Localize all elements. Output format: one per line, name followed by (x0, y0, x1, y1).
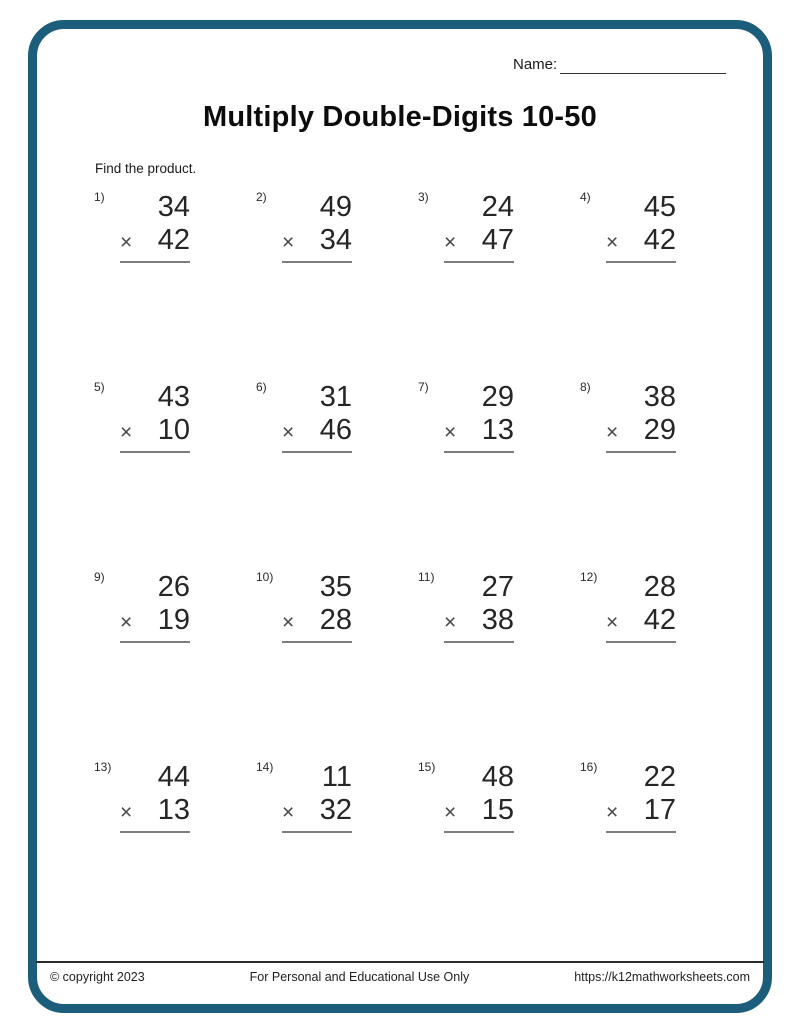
multiplication-sign: × (606, 611, 619, 635)
answer-line[interactable] (606, 641, 676, 643)
bottom-operand-row (120, 415, 190, 445)
footer-usage: For Personal and Educational Use Only (249, 970, 470, 984)
answer-line[interactable] (444, 451, 514, 453)
problem-work (120, 192, 190, 263)
problem-work (120, 762, 190, 833)
multiplication-sign: × (606, 231, 619, 255)
problem-number: 10) (256, 570, 274, 584)
top-operand: 48 (481, 761, 514, 793)
multiplication-sign: × (444, 421, 457, 445)
problem-number: 13) (94, 760, 112, 774)
answer-line[interactable] (120, 831, 190, 833)
problem-cell-2 (256, 190, 352, 272)
answer-line[interactable] (444, 641, 514, 643)
problem-work (606, 572, 676, 643)
problem-work (120, 382, 190, 453)
problem-work (282, 762, 352, 833)
bottom-operand-row (444, 605, 514, 635)
multiplication-sign: × (606, 801, 619, 825)
problem-number: 5) (94, 380, 105, 394)
top-operand: 35 (319, 571, 352, 603)
bottom-operand: 13 (157, 794, 190, 827)
problem-number: 2) (256, 190, 267, 204)
problem-work (606, 192, 676, 263)
problem-number: 11) (418, 570, 435, 584)
problem-number: 9) (94, 570, 105, 584)
multiplication-sign: × (606, 421, 619, 445)
multiplication-sign: × (444, 801, 457, 825)
bottom-operand-row (120, 795, 190, 825)
problem-work (282, 192, 352, 263)
multiplication-sign: × (444, 231, 457, 255)
top-operand: 27 (481, 571, 514, 603)
problem-cell-5 (94, 380, 190, 462)
name-label: Name: (513, 56, 558, 73)
bottom-operand-row (606, 605, 676, 635)
problem-number: 8) (580, 380, 591, 394)
problem-number: 16) (580, 760, 598, 774)
bottom-operand-row (444, 415, 514, 445)
bottom-operand-row (282, 795, 352, 825)
multiplication-sign: × (282, 801, 295, 825)
problem-work (444, 762, 514, 833)
problem-number: 7) (418, 380, 429, 394)
bottom-operand-row (606, 225, 676, 255)
problem-cell-6 (256, 380, 352, 462)
problem-work (120, 572, 190, 643)
footer (36, 970, 764, 984)
bottom-operand: 28 (319, 604, 352, 637)
bottom-operand-row (120, 605, 190, 635)
answer-line[interactable] (120, 641, 190, 643)
bottom-operand-row (606, 415, 676, 445)
problem-work (606, 382, 676, 453)
top-operand: 49 (319, 191, 352, 223)
multiplication-sign: × (120, 801, 133, 825)
problem-number: 6) (256, 380, 267, 394)
answer-line[interactable] (444, 261, 514, 263)
multiplication-sign: × (120, 611, 133, 635)
problem-work (606, 762, 676, 833)
name-blank-line[interactable] (560, 56, 726, 74)
answer-line[interactable] (282, 451, 352, 453)
page-title: Multiply Double-Digits 10-50 (203, 101, 597, 133)
problem-number: 14) (256, 760, 274, 774)
bottom-operand-row (282, 225, 352, 255)
problem-work (444, 572, 514, 643)
problem-cell-3 (418, 190, 514, 272)
answer-line[interactable] (282, 641, 352, 643)
bottom-operand-row (120, 225, 190, 255)
multiplication-sign: × (282, 611, 295, 635)
problem-cell-1 (94, 190, 190, 272)
bottom-operand: 17 (643, 794, 676, 827)
multiplication-sign: × (282, 421, 295, 445)
top-operand: 44 (157, 761, 190, 793)
answer-line[interactable] (444, 831, 514, 833)
footer-url: https://k12mathworksheets.com (574, 970, 750, 984)
top-operand: 29 (481, 381, 514, 413)
problems-grid (94, 190, 676, 842)
name-field (513, 56, 726, 74)
top-operand: 22 (643, 761, 676, 793)
bottom-operand: 15 (481, 794, 514, 827)
problem-cell-10 (256, 570, 352, 652)
bottom-operand: 42 (643, 604, 676, 637)
problem-number: 4) (580, 190, 591, 204)
bottom-operand-row (444, 795, 514, 825)
bottom-operand-row (282, 605, 352, 635)
problem-work (444, 382, 514, 453)
bottom-operand: 42 (643, 224, 676, 257)
bottom-operand: 10 (157, 414, 190, 447)
bottom-operand: 32 (319, 794, 352, 827)
top-operand: 43 (157, 381, 190, 413)
top-operand: 38 (643, 381, 676, 413)
problem-cell-15 (418, 760, 514, 842)
bottom-operand: 29 (643, 414, 676, 447)
answer-line[interactable] (606, 451, 676, 453)
problem-cell-11 (418, 570, 514, 652)
bottom-operand-row (606, 795, 676, 825)
bottom-operand: 38 (481, 604, 514, 637)
bottom-operand-row (282, 415, 352, 445)
top-operand: 34 (157, 191, 190, 223)
problem-cell-14 (256, 760, 352, 842)
problem-cell-8 (580, 380, 676, 462)
problem-work (282, 572, 352, 643)
problem-cell-12 (580, 570, 676, 652)
answer-line[interactable] (120, 261, 190, 263)
multiplication-sign: × (120, 421, 133, 445)
bottom-operand: 46 (319, 414, 352, 447)
footer-divider (36, 961, 764, 963)
problem-work (282, 382, 352, 453)
problem-cell-9 (94, 570, 190, 652)
multiplication-sign: × (282, 231, 295, 255)
problem-cell-13 (94, 760, 190, 842)
top-operand: 24 (481, 191, 514, 223)
bottom-operand: 42 (157, 224, 190, 257)
answer-line[interactable] (606, 261, 676, 263)
problem-number: 15) (418, 760, 436, 774)
problem-cell-7 (418, 380, 514, 462)
top-operand: 28 (643, 571, 676, 603)
multiplication-sign: × (444, 611, 457, 635)
bottom-operand: 47 (481, 224, 514, 257)
bottom-operand: 19 (157, 604, 190, 637)
answer-line[interactable] (282, 831, 352, 833)
top-operand: 45 (643, 191, 676, 223)
answer-line[interactable] (120, 451, 190, 453)
top-operand: 26 (157, 571, 190, 603)
problem-cell-4 (580, 190, 676, 272)
bottom-operand-row (444, 225, 514, 255)
problem-number: 1) (94, 190, 105, 204)
answer-line[interactable] (282, 261, 352, 263)
instruction-text: Find the product. (95, 161, 197, 176)
problem-cell-16 (580, 760, 676, 842)
answer-line[interactable] (606, 831, 676, 833)
problem-work (444, 192, 514, 263)
multiplication-sign: × (120, 231, 133, 255)
bottom-operand: 34 (319, 224, 352, 257)
problem-number: 3) (418, 190, 429, 204)
top-operand: 31 (319, 381, 352, 413)
footer-copyright: © copyright 2023 (50, 970, 145, 984)
top-operand: 11 (321, 761, 352, 793)
problem-number: 12) (580, 570, 598, 584)
bottom-operand: 13 (481, 414, 514, 447)
